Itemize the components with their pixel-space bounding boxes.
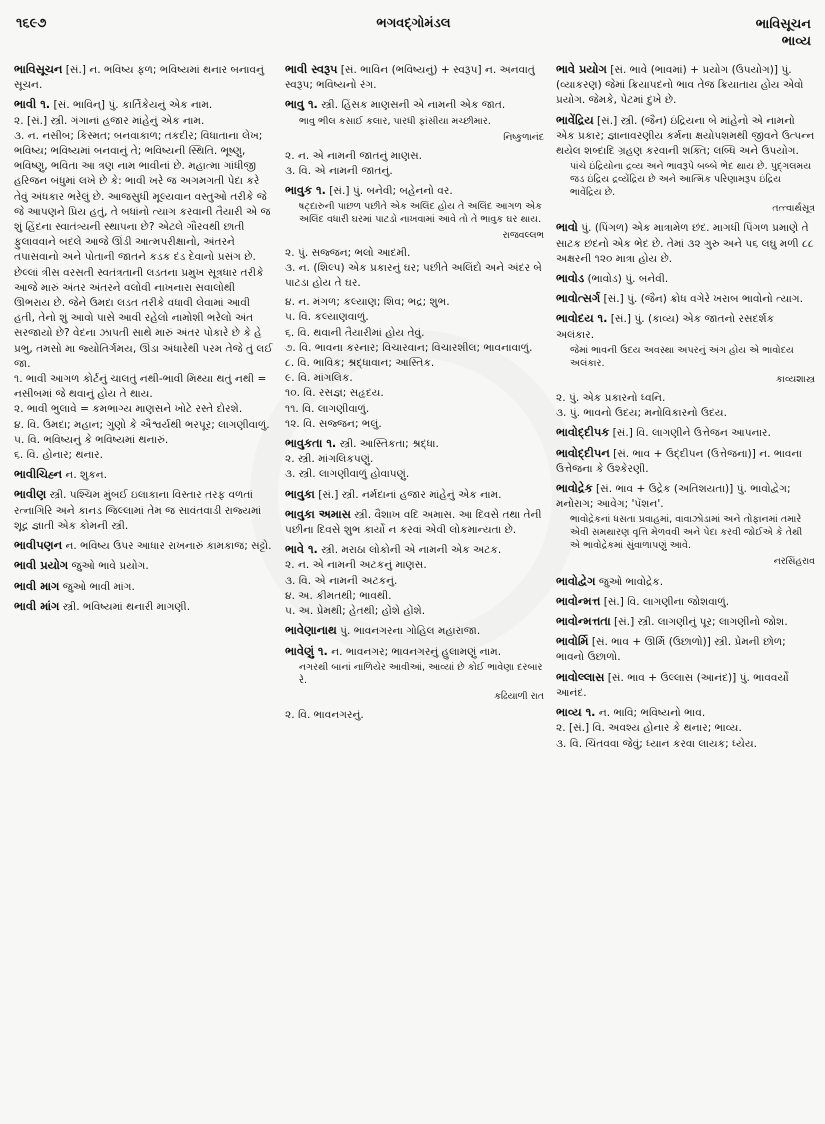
dictionary-entry xyxy=(14,97,273,463)
page-header xyxy=(14,14,813,58)
headword: ભાવોદય ૧. xyxy=(556,311,608,326)
definition-text: ૭. વિ. ભાવના કરનાર; વિચારવાન; વિચારશીલ; ભાવનાવાળું. xyxy=(285,341,533,354)
dictionary-entry xyxy=(285,436,544,483)
entry-sense xyxy=(285,402,544,417)
dictionary-entry xyxy=(285,295,544,432)
entry-columns xyxy=(14,62,815,1118)
entry-sense xyxy=(14,114,273,129)
entry-sense xyxy=(14,372,273,402)
definition-text: [સં.] ન. ભવિષ્ય ફળ; ભવિષ્યમાં થનાર બનાવનું સૂચન. xyxy=(14,64,265,92)
definition-text: ૨. વિ. ભાવનગરનું. xyxy=(285,708,364,721)
definition-text: ૫. અ. પ્રેમથી; હેતથી; હોંશે હોંશે. xyxy=(285,605,426,618)
headword: ભાવુકા xyxy=(285,486,315,501)
citation-source: તત્ત્વાર્થસૂત્ર xyxy=(772,203,815,215)
headword: ભાવે ૧. xyxy=(285,542,318,557)
definition-text: ન. ભવિષ્ય ઉપર આધાર રાખનારું કામકાજ; સટ્ટો. xyxy=(65,540,272,553)
definition-text: [સં. ભાવિન (ભવિષ્યનું) + સ્વરૂપ] ન. અનવાતું સ્વરૂપ; ભવિષ્યનો રંગ. xyxy=(285,64,535,92)
citation-source: કઢિયાળી રાત xyxy=(494,690,544,702)
definition-text: ૨. [સં.] વિ. અવશ્ય હોનાર કે થનાર; ભાવ્ય. xyxy=(556,722,742,735)
headword: ભાવી પ્રયોગ xyxy=(14,558,69,573)
entry-sense xyxy=(285,623,544,639)
entry-sense xyxy=(285,708,544,723)
entry-sense xyxy=(556,737,815,752)
entry-sense xyxy=(14,579,273,595)
entry-sense xyxy=(285,507,544,538)
entry-sense xyxy=(14,129,273,372)
entry-sense xyxy=(285,542,544,558)
definition-text: [સં.] સ્ત્રી. લાગણીનું પૂર; લાગણીનો જોશ. xyxy=(614,616,788,629)
entry-sense xyxy=(14,558,273,574)
entry-sense xyxy=(556,311,815,342)
entry-sense xyxy=(285,295,544,310)
dictionary-entry xyxy=(285,623,544,639)
dictionary-entry xyxy=(285,62,544,93)
definition-text: ૫. વિ. કલ્યાણવાળું. xyxy=(285,311,369,324)
entry-sense xyxy=(14,97,273,113)
dictionary-entry xyxy=(14,599,273,615)
dictionary-entry xyxy=(556,614,815,630)
guide-word-last: ભાવ્ય xyxy=(781,34,811,49)
headword: ભાવેણાનાથ xyxy=(285,623,337,638)
definition-text: ૬. વિ. થવાની તૈયારીમાં હોય તેવું. xyxy=(285,326,425,339)
definition-text: ૨. પું. એક પ્રકારનો ધ્વનિ. xyxy=(556,392,666,405)
definition-text: ૧૦. વિ. રસજ્ઞ; સહૃદય. xyxy=(285,387,384,400)
definition-text: [સં. ભાવ + ઉદ્દીપન (ઉત્તેજના)] ન. ભાવના ઉત્તેજના કે ઉશ્કેરણી. xyxy=(556,447,803,475)
definition-text: ન. શુકન. xyxy=(65,469,107,482)
headword: ભાવુ ૧. xyxy=(285,97,318,112)
definition-text: ૪. અ. કીમતથી; ભાવથી. xyxy=(285,589,392,602)
entry-sense xyxy=(285,183,544,199)
dictionary-entry xyxy=(556,670,815,701)
definition-text: પું. (પિંગળ) એક માત્રામેળ છંદ. માગધી પિંગળ પ્રમાણે તે સાટક છંદનો એક ભેદ છે. તેમાં ૩૨ ગુરુ અને ૫૬ લઘુ મળી ૮૮ અક્ષરની ૧૨૦ માત્રા હોય છે. xyxy=(556,222,814,265)
dictionary-entry xyxy=(285,542,544,619)
headword: ભાવોદ્વેગ xyxy=(556,573,596,588)
definition-text: જુઓ ભાવોદ્રેક. xyxy=(598,575,664,588)
headword: ભાવોદ્દીપન xyxy=(556,445,610,460)
definition-text: ૪. વિ. ઉમદા; મહાન; ગુણો કે ઐશ્વર્યથી ભરપૂર; લાગણીવાળું. xyxy=(14,418,270,431)
definition-text: ૮. વિ. ભાવિક; શ્રદ્ધાવાન; આસ્તિક. xyxy=(285,357,435,370)
headword: ભાવે પ્રયોગ xyxy=(556,62,607,76)
dictionary-entry xyxy=(285,708,544,723)
definition-text: પું. ભાવનગરના ગોહિલ મહારાજા. xyxy=(340,625,481,638)
headword: ભાવોત્સર્ગ xyxy=(556,291,601,306)
headword: ભાવુકતા ૧. xyxy=(285,436,337,451)
dictionary-entry xyxy=(556,481,815,570)
definition-text: ૨. ભાવી ભુલાવે = કમભાગ્ય માણસને ખોટે રસ્તે દોરશે. xyxy=(14,403,243,416)
dictionary-entry xyxy=(285,507,544,538)
entry-sense xyxy=(14,538,273,554)
definition-text: (ભાવોડ) પું. બનેવી. xyxy=(587,273,669,286)
page-number: ૧૬૯૭ xyxy=(16,16,47,31)
citation-quote: ભાવુ ભીલ કસાઈ કલાર, પારધી ફાંસીયા મચ્છીમાર. xyxy=(299,115,491,127)
definition-text: ૩. વિ. એ નામની જાતનું. xyxy=(285,165,393,178)
entry-sense xyxy=(14,433,273,448)
entry-sense xyxy=(285,467,544,482)
entry-sense xyxy=(285,487,544,503)
dictionary-entry xyxy=(285,487,544,503)
definition-text: ૩. વિ. ચિંતવવા જેવું; ધ્યાન કરવા લાયક; ધ્યેય. xyxy=(556,737,757,750)
entry-sense xyxy=(285,310,544,325)
entry-sense xyxy=(285,452,544,467)
definition-text: ૩. પું. ભાવનો ઉદય; મનોવિકારનો ઉદય. xyxy=(556,407,727,420)
dictionary-entry xyxy=(556,291,815,307)
definition-text: [સં. ભાવે (ભાવમાં) + પ્રયોગ (ઉપયોગ)] પું. (વ્યાકરણ) જેમાં ક્રિયાપદનો ભાવ તેજ ક્રિયાતાય હોય એવો પ્રયોગ. જેમકે, પેટમાં દુખે છે. xyxy=(556,64,804,107)
dictionary-entry xyxy=(14,538,273,554)
entry-sense xyxy=(285,574,544,589)
definition-text: ૩. ન. (શિલ્પ) એક પ્રકારનું ઘર; પછીતે અલિંદો અને અંદર બે પાટડા હોય તે ઘર. xyxy=(285,261,542,290)
entry-sense xyxy=(285,589,544,604)
entry-sense xyxy=(285,386,544,401)
headword: ભાવિસૂચન xyxy=(14,62,63,76)
headword: ભાવોર્મિ xyxy=(556,634,589,649)
definition-text: [સં.] પું. બનેવી; બહેનનો વર. xyxy=(329,185,453,198)
entry-sense xyxy=(14,418,273,433)
definition-text: ન. ભાવિ; ભવિષ્યનો ભાવ. xyxy=(598,707,706,720)
column-left xyxy=(14,62,273,1118)
definition-text: [સં.] વિ. લાગણીના જોશવાળું. xyxy=(603,595,730,608)
citation-quote: જેમાં ભાવની ઉદય અવસ્થા અપરનું અંગ હોય એ ભાવોદય અલંકાર. xyxy=(570,344,794,369)
entry-sense xyxy=(285,604,544,619)
entry-sense xyxy=(556,594,815,610)
definition-text: જુઓ ભાવે પ્રયોગ. xyxy=(71,560,149,573)
entry-sense xyxy=(285,261,544,291)
entry-sense xyxy=(556,634,815,665)
entry-sense xyxy=(556,113,815,160)
definition-text: [સં. ભાવ + ઊર્મિ (ઉછાળો)] સ્ત્રી. પ્રેમની છોળ; ભાવનો ઉછાળો. xyxy=(556,636,786,664)
definition-text: ૧. ભાવી આગળ કોર્ટનું ચાલતું નથી-ભાવી મિથ્યા થતું નથી = નસીબમાં જે થવાનું હોય તે થાય. xyxy=(14,373,267,401)
definition-text: સ્ત્રી. વૈશાખ વદિ અમાસ. આ દિવસે તથા તેની પછીના દિવસે શુભ કાર્યો ન કરવાં એવી લોકમાન્યતા છે. xyxy=(285,508,542,537)
headword: ભાવી માગ xyxy=(14,578,60,593)
entry-sense xyxy=(285,341,544,356)
headword: ભાવી સ્વરૂપ xyxy=(285,62,338,76)
definition-text: ૪. ન. મંગળ; કલ્યાણ; શિવ; ભદ્ર; શુભ. xyxy=(285,296,450,309)
dictionary-entry xyxy=(14,558,273,574)
entry-sense xyxy=(14,599,273,615)
entry-sense xyxy=(285,371,544,386)
entry-sense xyxy=(556,574,815,590)
entry-sense xyxy=(285,644,544,660)
dictionary-entry xyxy=(285,149,544,179)
entry-sense xyxy=(556,721,815,736)
headword: ભાવોન્મત્ત xyxy=(556,593,601,608)
definition-text: ૩. સ્ત્રી. લાગણીવાળું હોવાપણું. xyxy=(285,468,410,481)
dictionary-entry xyxy=(556,634,815,665)
entry-sense xyxy=(285,436,544,452)
entry-sense xyxy=(285,164,544,179)
definition-text: ૫. વિ. ભવિષ્યનું કે ભવિષ્યમાં થનારું. xyxy=(14,433,169,446)
citation-source: નરસિંહરાવ xyxy=(773,556,815,568)
entry-sense xyxy=(556,62,815,109)
entry-sense xyxy=(556,391,815,406)
dictionary-entry xyxy=(285,97,544,144)
definition-text: ૩. ન. નસીબ; કિસ્મત; બનવાકાળ; તકદીર; વિધાતાના લેખ; ભવિષ્ય; ભવિષ્યમાં બનવાનું તે; ભવિષ્યની સ્થિતિ. ભૂષ્ણુ, ભવિષ્ણુ, ભવિતા આ ત્રણ નામ ભાવીનાં છે. મહાત્મા ગાંધીજી હરિજન બંધુમાં લખે છે કે: ભાવી ખરે જ અગમગતી પેદા કરે તેવું અંધકાર ભરેલું છે. આજસુધી મૂલ્યવાન વસ્તુઓ તરીકે જે જે આપણને પ્રિય હતું, તે બધાંનો ત્યાગ કરવાની તૈયારી એ જ શું હિંદના સ્વાતંત્ર્યની સ્થાપના છે? એટલે ગૌરવથી છાતી ફુલાવવાને બદલે આજે ઊંડી આત્મપરીક્ષાનો, અંતરને તપાસવાનો અને પોતાની જાતને કડક દંડ દેવાનો પ્રસંગ છે. છેલ્લાં ત્રીસ વરસતી સ્વતંત્રતાની લડતના પ્રમુખ સૂત્રધાર તરીકે આજે મારું અંતર અંતરને વલોવી નાખનારા સવાલોથી ઊભરાય છે. જેને ઉમદા લડત તરીકે વધાવી લેવામાં આવી હતી, તેનો શું આવો પાસે આવી રહેલો નામોશી ભરેલો અંત સરજાયો છે? વેદના ઝાપતી સાથે મારું અંતર પોકારે છે કે હે પ્રભુ, તમસો મા જ્યોતિર્ગમય, ઊંડા અંધારેથી પરમ તેજે તું લઈ જા. xyxy=(14,129,273,370)
entry-sense xyxy=(14,467,273,483)
dictionary-entry xyxy=(285,183,544,291)
definition-text: સ્ત્રી. ભવિષ્યમાં થનારી માગણી. xyxy=(62,600,191,613)
definition-text: [સં.] સ્ત્રી. (જૈન) ઇંદ્રિયના બે માંહેનો એ નામનો એક પ્રકાર; જ્ઞાનાવરણીય કર્મના ક્ષયોપશમથી જીવને ઉત્પન્ન થયેલ શબ્દાદિ ગ્રહણ કરવાની શક્તિ; લબ્ધિ અને ઉપયોગ. xyxy=(556,114,815,158)
citation-source: નિષ્કુળાનંદ xyxy=(503,131,544,143)
entry-sense xyxy=(14,448,273,463)
headword: ભાવુકા અમાસ xyxy=(285,506,351,521)
citation-source: કાવ્યશાસ્ત્ર xyxy=(776,373,815,385)
dictionary-entry xyxy=(556,113,815,217)
running-title: ભગવદ્ગોમંડલ xyxy=(376,16,451,31)
column-middle xyxy=(285,62,544,1118)
dictionary-entry xyxy=(14,579,273,595)
entry-sense xyxy=(14,62,273,93)
headword: ભાવીપણન xyxy=(14,538,63,553)
entry-sense xyxy=(14,402,273,417)
headword: ભાવોડ xyxy=(556,271,585,286)
entry-sense xyxy=(556,406,815,421)
definition-text: [સં.] સ્ત્રી. નર્મદાનાં હજાર માંહેનું એક નામ. xyxy=(318,488,502,501)
headword: ભાવોદ્રેક xyxy=(556,481,593,496)
citation-quote: પાંચે ઇંદ્રિયોના દ્રવ્ય અને ભાવરૂપે બબ્બે ભેદ થાય છે. પુદ્ગલમય જડ ઇંદ્રિય દ્રવ્યેંદ્રિય છે અને આત્મિક પરિણામરૂપ ઇંદ્રિય ભાવેંદ્રિય છે. xyxy=(570,161,812,199)
entry-sense xyxy=(285,558,544,573)
entry-sense xyxy=(285,62,544,93)
definition-text: [સં. ભાવ + ઉલ્લાસ (આનંદ)] પું. ભાવવર્યો આનંદ. xyxy=(556,671,789,699)
entry-sense xyxy=(556,614,815,630)
dictionary-entry xyxy=(556,62,815,109)
definition-text: ન. ભાવનગર; ભાવનગરનું હુલામણું નામ. xyxy=(331,645,502,658)
headword: ભાવોન્મત્તતા xyxy=(556,614,611,629)
dictionary-entry xyxy=(556,574,815,590)
entry-sense xyxy=(556,220,815,267)
dictionary-entry xyxy=(556,271,815,287)
dictionary-entry xyxy=(556,311,815,387)
citation-source: રાજવલ્લભ xyxy=(502,230,544,242)
definition-text: [સં.] પું. (કાવ્ય) એક જાતનો રસદર્શક અલંકાર. xyxy=(556,313,775,341)
citation-quote: નગરથી બાનાં નાળિયેર આવીઆં, આવ્યાં છે કોઈ ભાવેણા દરબાર રે. xyxy=(299,661,543,686)
definition-text: ૧૧. વિ. લાગણીવાળું. xyxy=(285,402,370,415)
column-right xyxy=(556,62,815,1118)
entry-sense xyxy=(285,417,544,432)
definition-text: જુઓ ભાવી માંગ. xyxy=(62,580,135,593)
dictionary-entry xyxy=(556,391,815,421)
entry-sense xyxy=(556,481,815,512)
definition-text: ૨. ન. એ નામની અટકનું માણસ. xyxy=(285,559,427,572)
headword: ભાવેંદ્રિય xyxy=(556,112,594,127)
headword: ભાવી માંગ xyxy=(14,598,60,613)
dictionary-entry xyxy=(556,705,815,752)
dictionary-entry xyxy=(285,644,544,704)
definition-text: [સં.] પું. (જૈન) ક્રોધ વગેરે ખરાબ ભાવોનો ત્યાગ. xyxy=(603,293,803,306)
definition-text: [સં. ભાવ + ઉદ્રેક (અતિશયતા)] પું. ભાવોદ્વેગ; મનોરાગ; આવેગ; 'પૅશન'. xyxy=(556,483,791,511)
entry-sense xyxy=(556,271,815,287)
entry-sense xyxy=(14,487,273,534)
entry-sense xyxy=(556,291,815,307)
definition-text: ૨. [સં.] સ્ત્રી. ગંગાનાં હજાર માંહેનું એક નામ. xyxy=(14,114,205,127)
headword: ભાવુક ૧. xyxy=(285,183,326,198)
entry-sense xyxy=(285,356,544,371)
entry-sense xyxy=(556,446,815,477)
entry-sense xyxy=(285,97,544,113)
entry-sense xyxy=(285,149,544,164)
headword: ભાવીચિહ્ન xyxy=(14,467,63,482)
dictionary-entry xyxy=(556,425,815,441)
definition-text: ૧૨. વિ. સજ્જન; ભલું. xyxy=(285,417,382,430)
entry-sense xyxy=(285,246,544,261)
definition-text: ૨. સ્ત્રી. માંગલિકપણું. xyxy=(285,453,374,466)
entry-sense xyxy=(556,705,815,721)
guide-words xyxy=(756,16,811,50)
dictionary-entry xyxy=(556,446,815,477)
definition-text: ૨. પું. સજ્જન; ભલો આદમી. xyxy=(285,246,411,259)
definition-text: ૬. વિ. હોનાર; થનાર. xyxy=(14,449,103,462)
headword: ભાવી ૧. xyxy=(14,97,51,112)
headword: ભાવો xyxy=(556,220,578,235)
definition-text: ૩. વિ. એ નામની અટકનું. xyxy=(285,574,398,587)
entry-sense xyxy=(556,670,815,701)
definition-text: ૨. ન. એ નામની જાતનું માણસ. xyxy=(285,149,423,162)
definition-text: સ્ત્રી. મરાઠા લોકોની એ નામની એક અટક. xyxy=(321,544,502,557)
entry-sense xyxy=(285,326,544,341)
guide-word-first: ભાવિસૂચન xyxy=(755,17,811,32)
entry-sense xyxy=(556,425,815,441)
definition-text: [સં.] વિ. લાગણીને ઉત્તેજન આપનાર. xyxy=(612,427,771,440)
dictionary-entry xyxy=(14,487,273,534)
dictionary-entry xyxy=(556,594,815,610)
headword: ભાવેણું ૧. xyxy=(285,643,328,658)
definition-text: ૯. વિ. માંગલિક. xyxy=(285,372,353,385)
definition-text: સ્ત્રી. આસ્તિકતા; શ્રદ્ધા. xyxy=(339,438,439,451)
dictionary-entry xyxy=(14,62,273,93)
citation-quote: ભાવોદ્રેકનાં ધસતા પ્રવાહમાં, વાવાઝોડામાં અને તોફાનમાં તમારે એવી સમથારણ વૃત્તિ મેળવવી અને પેદા કરવી જોઈએ કે તેથી એ ભાવોદ્રેકમાં સુંવાળાપણું આવે. xyxy=(570,514,803,552)
dictionary-entry xyxy=(14,467,273,483)
headword: ભાવીણ xyxy=(14,487,47,502)
citation-quote: ષટ્દારુની પાછળ પછીતે એક અલિંદ હોય તે અલિંદ આગળ એક અલિંદ વધારી ઘરમાં પાટડો નાખવામાં આવે તો તે ભાવુક ઘર થાય. xyxy=(299,201,542,226)
definition-text: [સં. ભાવિન્] પું. કાર્તિકેયનું એક નામ. xyxy=(53,99,213,112)
headword: ભાવ્ય ૧. xyxy=(556,705,596,720)
definition-text: સ્ત્રી. પશ્ચિમ મુંબઈ ઇલાકાના વિસ્તાર તરફ વળતાં રત્નાગિરિ અને કાનડ જિલ્લામાં તેમ જ સાવંતવાડી રાજ્યમાં શૂદ્ર જ્ઞાતી એક કોમની સ્ત્રી. xyxy=(14,489,262,532)
definition-text: સ્ત્રી. હિંસક માણસની એ નામની એક જાત. xyxy=(321,99,506,112)
dictionary-entry xyxy=(556,220,815,267)
headword: ભાવોલ્લાસ xyxy=(556,669,605,684)
headword: ભાવોદ્દીપક xyxy=(556,425,610,440)
